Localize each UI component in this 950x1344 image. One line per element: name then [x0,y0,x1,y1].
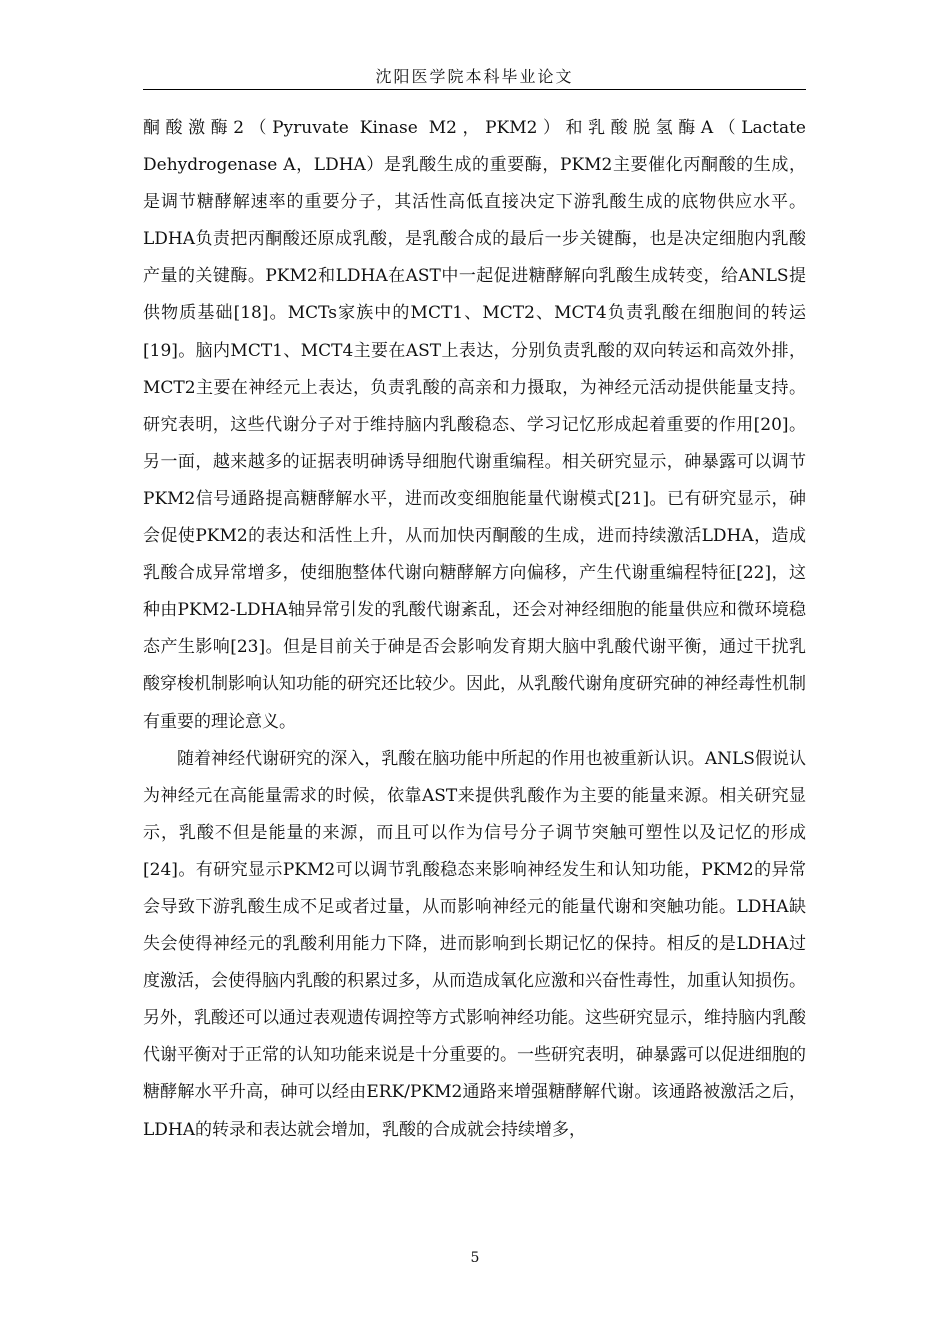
header-rule [143,89,806,90]
page-number: 5 [470,1250,480,1266]
paragraph-1: 酮酸激酶2（Pyruvate Kinase M2，PKM2）和乳酸脱氢酶A（Lactate Dehydrogenase A，LDHA）是乳酸生成的重要酶，PKM2主要催化丙酮酸的生成，是调节糖酵解速率的重要分子，其活性高低直接决定下游乳酸生成的底物供应水平。LDHA负责把丙酮酸还原成乳酸，是乳酸合成的最后一步关键酶，也是决定细胞内乳酸产量的关键酶。PKM2和LDHA在AST中一起促进糖酵解向乳酸生成转变，给ANLS提供物质基础[18]。MCTs家族中的MCT1、MCT2、MCT4负责乳酸在细胞间的转运[19]。脑内MCT1、MCT4主要在AST上表达，分别负责乳酸的双向转运和高效外排，MCT2主要在神经元上表达，负责乳酸的高亲和力摄取，为神经元活动提供能量支持。研究表明，这些代谢分子对于维持脑内乳酸稳态、学习记忆形成起着重要的作用[20]。另一面，越来越多的证据表明砷诱导细胞代谢重编程。相关研究显示，砷暴露可以调节PKM2信号通路提高糖酵解水平，进而改变细胞能量代谢模式[21]。已有研究显示，砷会促使PKM2的表达和活性上升，从而加快丙酮酸的生成，进而持续激活LDHA，造成乳酸合成异常增多，使细胞整体代谢向糖酵解方向偏移，产生代谢重编程特征[22]，这种由PKM2-LDHA轴异常引发的乳酸代谢紊乱，还会对神经细胞的能量供应和微环境稳态产生影响[23]。但是目前关于砷是否会影响发育期大脑中乳酸代谢平衡，通过干扰乳酸穿梭机制影响认知功能的研究还比较少。因此，从乳酸代谢角度研究砷的神经毒性机制有重要的理论意义。 [143,118,806,732]
paragraph-2: 随着神经代谢研究的深入，乳酸在脑功能中所起的作用也被重新认识。ANLS假说认为神经元在高能量需求的时候，依靠AST来提供乳酸作为主要的能量来源。相关研究显示，乳酸不但是能量的来源，而且可以作为信号分子调节突触可塑性以及记忆的形成[24]。有研究显示PKM2可以调节乳酸稳态来影响神经发生和认知功能，PKM2的异常会导致下游乳酸生成不足或者过量，从而影响神经元的能量代谢和突触功能。LDHA缺失会使得神经元的乳酸利用能力下降，进而影响到长期记忆的保持。相反的是LDHA过度激活，会使得脑内乳酸的积累过多，从而造成氧化应激和兴奋性毒性，加重认知损伤。另外，乳酸还可以通过表观遗传调控等方式影响神经功能。这些研究显示，维持脑内乳酸代谢平衡对于正常的认知功能来说是十分重要的。一些研究表明，砷暴露可以促进细胞的糖酵解水平升高，砷可以经由ERK/PKM2通路来增强糖酵解代谢。该通路被激活之后，LDHA的转录和表达就会增加，乳酸的合成就会持续增多， [143,748,806,1140]
page-header: 沈阳医学院本科毕业论文 [375,67,574,86]
body-text [143,110,806,1149]
